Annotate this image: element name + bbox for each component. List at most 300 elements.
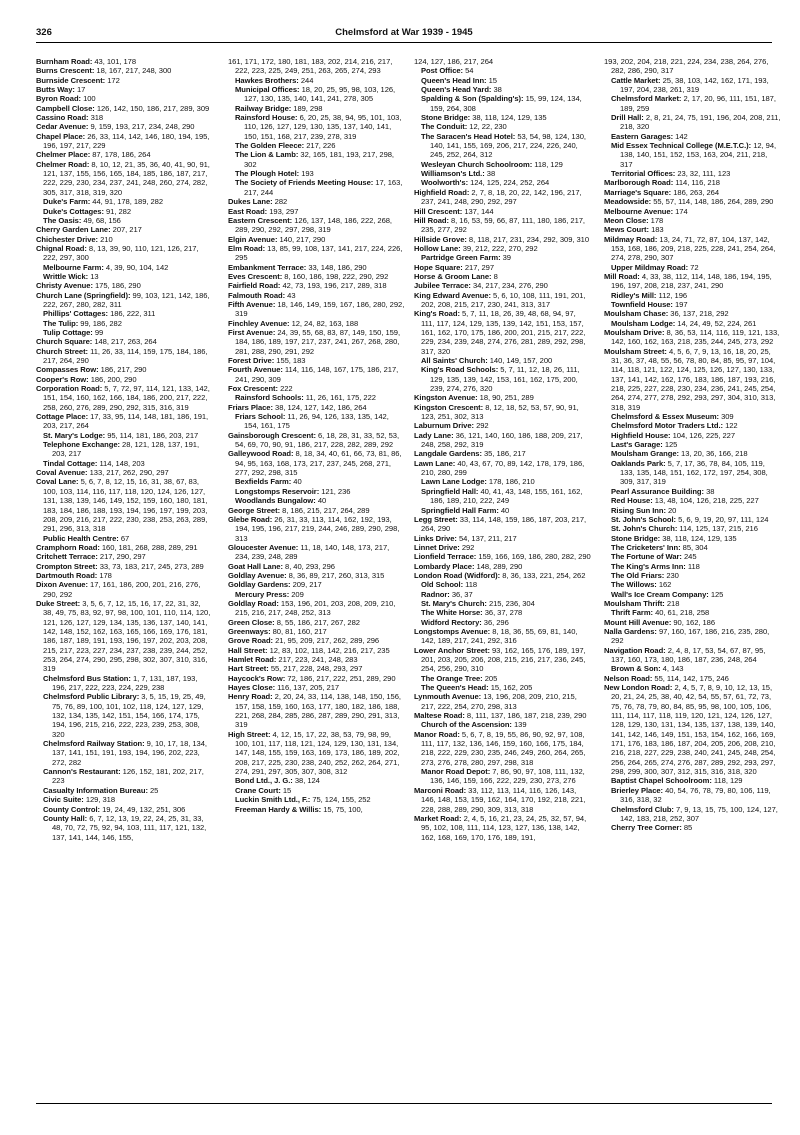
entry-name: Queen's Head Yard: <box>421 85 492 95</box>
index-subentry <box>604 76 781 95</box>
entry-name: Rainsford House: <box>235 113 298 123</box>
page-refs: 193, 297 <box>269 206 299 216</box>
index-subentry <box>228 393 405 402</box>
entry-name: Hillside Grove: <box>414 234 467 244</box>
entry-name: Dartmouth Road: <box>36 570 98 580</box>
entry-name: Fox Crescent: <box>228 384 278 394</box>
index-entry <box>414 207 591 216</box>
entry-name: Springfield Hall Farm: <box>421 505 499 515</box>
entry-name: Radnor: <box>421 589 450 599</box>
entry-name: Mid Essex Technical College (M.E.T.C.): <box>611 141 752 151</box>
entry-name: Chichester Drive: <box>36 234 99 244</box>
index-entry <box>228 244 405 263</box>
entry-name: The Golden Fleece: <box>235 141 305 151</box>
entry-name: George Street: <box>228 505 281 515</box>
index-entry <box>604 683 781 776</box>
index-column-1 <box>36 57 213 842</box>
index-entry <box>604 235 781 263</box>
entry-name: Wall's Ice Cream Company: <box>611 589 709 599</box>
entry-name: Galleywood Road: <box>228 449 294 459</box>
index-subentry <box>604 823 781 832</box>
entry-name: Upper Mildmay Road: <box>611 262 689 272</box>
page-refs: 8, 10, 12, 21, 35, 36, 40, 41, 90, 91, 121, 137, 155, 156, 165, 184, 185, 186, 187, 217, 222, 229, 230, 234, 237, 241, 248, 260, 274, 282, 305, 317, 318, 319, 320 <box>43 159 210 197</box>
entry-name: Haycock's Row: <box>228 673 286 683</box>
entry-name: Hill Crescent: <box>414 206 463 216</box>
index-entry <box>604 646 781 665</box>
index-entry <box>228 506 405 515</box>
page-refs: 217, 223, 241, 248, 283 <box>278 655 358 664</box>
index-entry <box>228 319 405 328</box>
index-entry <box>36 225 213 234</box>
page-refs: 112, 196 <box>658 290 688 300</box>
header-rule <box>36 42 772 43</box>
entry-name: Moulsham Thrift: <box>604 598 665 608</box>
page-refs: 209 <box>291 589 304 599</box>
entry-name: Cramphorn Road: <box>36 542 100 552</box>
index-entry <box>228 281 405 290</box>
index-subentry <box>414 160 591 169</box>
entry-name: Moulsham Grange: <box>611 449 679 459</box>
entry-name: Lynmouth Avenue: <box>414 692 482 702</box>
page-refs: 209, 217 <box>292 580 322 590</box>
index-entry <box>414 449 591 458</box>
entry-name: The Cricketers' Inn: <box>611 542 681 552</box>
index-subentry <box>604 132 781 141</box>
index-subentry <box>604 459 781 487</box>
entry-name: Elgin Avenue: <box>228 234 278 244</box>
index-subentry <box>36 272 213 281</box>
page-refs: 85 <box>683 823 693 833</box>
page-refs: 230 <box>666 570 679 580</box>
entry-name: Mildmay Road: <box>604 234 658 244</box>
entry-name: King's Road: <box>414 309 460 319</box>
entry-name: Greenways: <box>228 626 271 636</box>
entry-name: Maltese Road: <box>414 711 465 721</box>
index-entry <box>228 356 405 365</box>
entry-name: Telephone Exchange: <box>43 440 120 450</box>
index-entry <box>414 244 591 253</box>
index-subentry <box>414 477 591 486</box>
page-refs: 87, 178, 186, 264 <box>92 150 151 160</box>
page-refs: 126, 137, 148, 186, 222, 268, 289, 290, 292, 297, 298, 319 <box>235 215 392 235</box>
page-refs: 124, 127, 186, 217, 264 <box>414 57 494 66</box>
entry-name: Mill Road: <box>604 271 640 281</box>
index-entry <box>414 188 591 207</box>
page-refs: 5, 7, 17, 36, 78, 84, 105, 119, 133, 135, 148, 151, 162, 172, 197, 254, 308, 309, 317, 319 <box>620 458 768 487</box>
entry-name: Highfield House: <box>611 430 671 440</box>
entry-name: Pearl Assurance Building: <box>611 486 704 496</box>
entry-name: Thrift Farm: <box>611 608 654 618</box>
entry-name: Cherry Garden Lane: <box>36 225 111 235</box>
page-refs: 217, 297 <box>464 262 495 272</box>
index-entry <box>36 384 213 412</box>
index-subentry <box>604 608 781 617</box>
index-column-2 <box>228 57 405 814</box>
entry-name: London Road (Widford): <box>414 570 501 580</box>
entry-name: Campbell Close: <box>36 103 95 113</box>
entry-name: Chelmsford Market: <box>611 94 682 104</box>
entry-name: Cherry Tree Corner: <box>611 823 682 833</box>
entry-name: Market Road: <box>414 813 462 823</box>
entry-name: Territorial Offices: <box>611 169 676 179</box>
entry-name: The Tulip: <box>43 318 79 328</box>
index-subentry <box>604 590 781 599</box>
entry-name: Widford Rectory: <box>421 617 482 627</box>
index-entry <box>414 235 591 244</box>
entry-name: The King's Arms Inn: <box>611 561 686 571</box>
entry-name: Goldlay Road: <box>228 598 279 608</box>
index-subentry <box>228 590 405 599</box>
entry-name: Hall Street: <box>228 645 268 655</box>
page-refs: 38 <box>486 169 496 179</box>
index-entry <box>414 692 591 711</box>
page-refs: 17, 161, 186, 200, 201, 216, 276, 290, 292 <box>43 580 201 599</box>
index-entry <box>604 347 781 412</box>
page-refs: 8 <box>493 271 498 281</box>
page-refs: 126, 142, 150, 186, 217, 289, 309 <box>96 103 210 113</box>
page-refs: 186, 263, 264 <box>673 187 720 197</box>
page-refs: 23, 32, 111, 123 <box>677 169 731 179</box>
index-entry <box>604 216 781 225</box>
entry-name: Cedar Avenue: <box>36 122 89 132</box>
index-subentry <box>36 309 213 318</box>
index-subentry <box>604 431 781 440</box>
entry-name: The Society of Friends Meeting House: <box>235 178 374 188</box>
page-refs: 38, 124, 127, 142, 186, 264 <box>275 402 367 412</box>
page-refs: 54 <box>465 66 474 76</box>
page-refs: 32, 165, 181, 193, 217, 298, 302 <box>244 150 394 169</box>
page-refs: 189, 298 <box>293 103 323 113</box>
page-refs: 114, 116, 148, 167, 175, 186, 217, 241, 290, 309 <box>235 365 399 384</box>
index-subentry <box>604 319 781 328</box>
entry-name: Brierley Place: <box>611 785 664 795</box>
page-refs: 55, 114, 142, 175, 246 <box>654 673 729 683</box>
entry-name: Melbourne Farm: <box>43 262 104 272</box>
entry-name: Tindal Cottage: <box>43 458 98 468</box>
entry-name: Compasses Row: <box>36 365 99 375</box>
entry-name: Burns Crescent: <box>36 66 95 76</box>
page-refs: 33, 73, 183, 217, 245, 273, 289 <box>99 561 204 571</box>
index-entry <box>228 636 405 645</box>
index-entry <box>414 711 591 720</box>
page-refs: 18, 20, 25, 95, 98, 103, 126, 127, 130, 135, 140, 141, 241, 278, 305 <box>244 85 396 104</box>
page-refs: 8, 12, 18, 52, 53, 57, 90, 91, 123, 251, 302, 313 <box>421 402 579 422</box>
page-refs: 55, 217, 228, 248, 293, 297 <box>270 664 363 674</box>
index-subentry <box>604 524 781 533</box>
page-refs: 161, 171, 172, 180, 181, 183, 202, 214, 216, 217, 222, 223, 225, 249, 251, 263, 265, 274, 293 <box>228 57 393 76</box>
entry-name: Eastern Crescent: <box>228 215 293 225</box>
entry-name: Langdale Gardens: <box>414 449 482 459</box>
page-refs: 207, 217 <box>112 225 142 235</box>
entry-name: Longstomps Avenue: <box>414 626 491 636</box>
page-refs: 2, 4, 5, 16, 21, 23, 24, 25, 32, 57, 94, 95, 102, 108, 111, 114, 123, 127, 136, 138, 142, 162, 168, 169, 170, 176, 189, 191, <box>421 813 587 842</box>
entry-name: Hope Square: <box>414 262 463 272</box>
index-subentry <box>36 674 213 693</box>
page-refs: 215, 236, 304 <box>488 598 535 608</box>
index-subentry <box>604 291 781 300</box>
page-refs: 25, 38, 103, 142, 162, 171, 193, 197, 204, 238, 261, 319 <box>620 75 769 95</box>
entry-name: Nalla Gardens: <box>604 626 657 636</box>
entry-name: Last's Garage: <box>611 440 663 450</box>
page-refs: 13, 85, 99, 108, 137, 141, 217, 224, 226, 295 <box>235 243 403 263</box>
entry-name: Fairfield Road: <box>228 281 281 291</box>
page-refs: 6, 18, 28, 31, 33, 52, 53, 54, 69, 70, 90, 91, 186, 217, 228, 282, 289, 292 <box>235 430 400 450</box>
entry-name: Goldlay Avenue: <box>228 570 287 580</box>
entry-name: Hamlet Road: <box>228 655 277 664</box>
page-refs: 55, 57, 114, 148, 186, 264, 289, 290 <box>653 197 774 207</box>
index-subentry <box>604 552 781 561</box>
entry-name: Civic Suite: <box>43 795 84 805</box>
entry-name: Friars Place: <box>228 402 273 412</box>
page-refs: 40, 41, 43, 148, 155, 161, 162, 186, 189, 210, 222, 249 <box>430 486 583 506</box>
index-entry <box>228 216 405 235</box>
index-subentry <box>228 795 405 804</box>
page-refs: 13, 20, 36, 166, 218 <box>681 449 748 459</box>
page-refs: 2, 17, 20, 96, 111, 151, 187, 189, 259 <box>620 94 776 113</box>
index-subentry <box>604 487 781 496</box>
entry-name: Henry Road: <box>228 692 273 702</box>
page-refs: 140, 217, 290 <box>279 234 326 244</box>
index-entry <box>414 627 591 646</box>
index-entry <box>36 235 213 244</box>
index-entry <box>228 730 405 777</box>
page-refs: 205 <box>484 673 498 683</box>
page-refs: 67 <box>120 533 130 543</box>
entry-name: The Old Friars: <box>611 570 665 580</box>
index-entry <box>414 281 591 290</box>
entry-name: Cannon's Restaurant: <box>43 767 121 777</box>
index-entry <box>36 337 213 346</box>
index-subentry <box>414 580 591 589</box>
entry-name: Church Square: <box>36 337 93 347</box>
index-subentry <box>604 571 781 580</box>
page-refs: 318 <box>90 113 104 123</box>
entry-name: Williamson's Ltd.: <box>421 169 485 179</box>
page-refs: 99, 103, 121, 142, 186, 222, 267, 280, 282, 311 <box>43 290 210 309</box>
index-subentry <box>36 319 213 328</box>
page-refs: 217, 290, 297 <box>99 552 146 562</box>
page-refs: 174 <box>675 206 688 216</box>
index-entry <box>228 235 405 244</box>
entry-name: Nelson Road: <box>604 673 653 683</box>
entry-name: Lombardy Place: <box>414 561 475 571</box>
entry-name: Duke Street: <box>36 598 81 608</box>
entry-name: The Conduit: <box>421 122 468 132</box>
index-subentry <box>228 487 405 496</box>
page-refs: 39 <box>502 253 511 263</box>
page-refs: 38 <box>706 486 715 496</box>
page-refs: 36, 296 <box>483 617 509 627</box>
index-entry <box>228 543 405 562</box>
page-refs: 72 <box>690 262 699 272</box>
index-subentry <box>36 786 213 795</box>
entry-name: Casualty Information Bureau: <box>43 785 148 795</box>
index-subentry <box>36 805 213 814</box>
index-entry <box>604 328 781 347</box>
page-refs: 193, 202, 204, 218, 221, 224, 234, 238, 264, 276, 282, 286, 290, 317 <box>604 57 769 76</box>
index-subentry <box>414 122 591 131</box>
entry-name: Chelmsford Motor Traders Ltd.: <box>611 421 723 431</box>
entry-name: Lionfield Terrace: <box>414 552 477 562</box>
index-subentry <box>228 104 405 113</box>
entry-name: Railway Bridge: <box>235 103 292 113</box>
entry-name: Falmouth Road: <box>228 290 286 300</box>
entry-name: Church of the Ascension: <box>421 720 512 730</box>
entry-name: St. Mary's Church: <box>421 598 487 608</box>
entry-name: New London Road: <box>604 683 673 693</box>
index-subentry <box>604 300 781 309</box>
entry-name: Brown & Son: <box>611 664 661 674</box>
entry-name: Moulsham Street: <box>604 346 667 356</box>
index-entry <box>228 627 405 636</box>
index-subentry <box>604 534 781 543</box>
page-refs: 2, 8, 21, 24, 75, 191, 196, 204, 208, 211, 218, 320 <box>620 113 781 132</box>
entry-name: Mount Hill Avenue: <box>604 617 672 627</box>
entry-name: High Street: <box>228 729 271 739</box>
entry-name: Chignal Road: <box>36 243 87 253</box>
entry-name: The Queen's Head: <box>421 683 489 693</box>
entry-name: Rising Sun Inn: <box>611 505 666 515</box>
index-entry <box>36 94 213 103</box>
index-entry <box>414 393 591 402</box>
page-refs: 2, 20, 24, 33, 114, 138, 148, 150, 156, 157, 158, 159, 160, 163, 177, 180, 182, 186, 188, 221, 268, 284, 285, 286, 287, 289, 290, 291, 313, 319 <box>235 692 401 730</box>
page-refs: 118, 129 <box>534 159 563 169</box>
page-refs: 3, 5, 6, 7, 12, 15, 16, 17, 22, 31, 32, 38, 49, 75, 83, 92, 97, 98, 100, 101, 110, 114, 120, 121, 126, 127, 129, 134, 135, 136, 137, 140, 141, 142, 148, 152, 162, 163, 165, 166, 169, 176, 181, 186, 187, 189, 191, 193, 196, 197, 202, 203, 208, 215, 217, 223, 227, 234, 237, 238, 239, 244, 252, 253, 264, 274, 290, 295, 298, 302, 307, 310, 316, 319 <box>43 598 211 674</box>
page-refs: 104, 126, 225, 227 <box>672 430 736 440</box>
index-entry-continuation <box>414 57 591 66</box>
entry-name: Dixon Avenue: <box>36 580 88 590</box>
page-refs: 8, 36, 89, 217, 260, 313, 315 <box>288 570 385 580</box>
index-entry <box>36 580 213 599</box>
entry-name: Eastern Garages: <box>611 131 674 141</box>
index-entry <box>36 291 213 310</box>
entry-name: St. John's Church: <box>611 524 678 534</box>
page-refs: 40, 54, 76, 78, 79, 80, 106, 119, 316, 318, 32 <box>620 785 771 805</box>
index-entry <box>414 309 591 356</box>
page-refs: 8, 36, 53, 114, 116, 119, 121, 133, 142, 160, 162, 163, 218, 235, 244, 245, 273, 292 <box>611 327 780 347</box>
index-entry <box>228 655 405 664</box>
page-refs: 244 <box>300 75 314 85</box>
page-refs: 4, 12, 15, 17, 22, 38, 53, 79, 98, 99, 100, 101, 117, 118, 121, 124, 129, 130, 131, 134, 147, 148, 155, 159, 163, 169, 173, 186, 189, 202, 208, 217, 225, 230, 238, 240, 252, 262, 264, 271, 274, 291, 297, 305, 307, 308, 312 <box>235 729 400 777</box>
entry-name: St. John's School: <box>611 514 677 524</box>
index-subentry <box>604 776 781 785</box>
entry-name: Kingston Avenue: <box>414 393 478 403</box>
index-entry <box>36 132 213 151</box>
index-entry <box>36 375 213 384</box>
page-refs: 126, 152, 181, 202, 217, 223 <box>52 767 204 786</box>
entry-name: Church Street: <box>36 346 89 356</box>
entry-name: Rainsford Schools: <box>235 393 304 403</box>
page-refs: 6, 20, 25, 38, 94, 95, 101, 103, 110, 126, 127, 129, 130, 135, 137, 140, 141, 150, 151, 168, 217, 239, 278, 319 <box>244 113 402 141</box>
index-subentry <box>36 440 213 459</box>
index-subentry <box>414 506 591 515</box>
index-entry <box>604 674 781 683</box>
index-subentry <box>604 113 781 132</box>
index-entry <box>604 599 781 608</box>
page-refs: 178 <box>650 215 664 225</box>
entry-name: The Saracen's Head Hotel: <box>421 131 516 141</box>
index-entry <box>228 263 405 272</box>
page-refs: 25 <box>150 785 159 795</box>
page-refs: 24, 39, 55, 68, 83, 87, 149, 150, 159, 184, 186, 189, 197, 217, 237, 241, 267, 268, 280, 281, 288, 290, 291, 292 <box>235 327 401 356</box>
page-refs: 44, 91, 178, 189, 282 <box>92 197 164 207</box>
index-subentry <box>228 150 405 169</box>
page-number: 326 <box>36 27 52 38</box>
entry-name: Phillips' Cottages: <box>43 309 108 319</box>
index-entry <box>414 543 591 552</box>
index-entry <box>414 562 591 571</box>
entry-name: Mews Court: <box>604 225 650 235</box>
page-refs: 186, 200, 290 <box>90 374 137 384</box>
index-entry <box>604 188 781 197</box>
index-entry <box>36 76 213 85</box>
page-refs: 309 <box>721 412 734 422</box>
index-entry <box>414 814 591 842</box>
page-refs: 148, 217, 263, 264 <box>94 337 157 347</box>
index-entry <box>36 66 213 75</box>
index-entry <box>228 291 405 300</box>
page-refs: 36, 37 <box>451 589 473 599</box>
page-refs: 53, 54, 98, 124, 130, 140, 141, 155, 169, 206, 217, 224, 226, 240, 245, 252, 264, 312 <box>430 131 586 160</box>
entry-name: Crompton Street: <box>36 561 98 571</box>
page-refs: 75, 124, 155, 252 <box>312 795 371 805</box>
entry-name: The Plough Hotel: <box>235 169 300 179</box>
page-refs: 72, 186, 217, 222, 251, 289, 290 <box>287 673 396 683</box>
entry-name: Springfield Hall: <box>421 486 479 496</box>
page-refs: 12, 83, 102, 118, 142, 216, 217, 235 <box>269 645 390 655</box>
entry-name: Gloucester Avenue: <box>228 542 299 552</box>
page-refs: 8, 186, 215, 217, 264, 289 <box>282 505 370 515</box>
entry-name: Navigation Road: <box>604 645 666 655</box>
index-subentry <box>414 169 591 178</box>
index-subentry <box>228 776 405 785</box>
entry-name: Burnside Crescent: <box>36 75 106 85</box>
page-refs: 43 <box>287 290 296 300</box>
index-entry <box>36 160 213 197</box>
index-subentry <box>36 431 213 440</box>
index-subentry <box>228 113 405 141</box>
entry-name: Chelmsford & Essex Museum: <box>611 412 719 422</box>
entry-name: The Orange Tree: <box>421 673 483 683</box>
page-refs: 15, 75, 100, <box>323 804 363 814</box>
page-refs: 5, 6, 9, 19, 20, 97, 111, 124 <box>678 514 769 524</box>
entry-name: Coval Lane: <box>36 477 79 487</box>
entry-name: Bexfields Farm: <box>235 477 292 487</box>
page-refs: 28, 121, 128, 137, 191, 203, 217 <box>52 440 200 459</box>
entry-name: Stone Bridge: <box>611 533 661 543</box>
entry-name: Hollow Lane: <box>414 243 461 253</box>
page-refs: 38, 124 <box>294 776 320 786</box>
page-refs: 116, 137, 205, 217 <box>277 683 340 693</box>
entry-name: Laburnum Drive: <box>414 421 475 431</box>
page-refs: 33, 114, 148, 159, 186, 187, 203, 217, 264, 290 <box>421 514 587 534</box>
page-refs: 292 <box>461 542 475 552</box>
page-refs: 153, 196, 201, 203, 208, 209, 210, 215, 216, 217, 248, 252, 313 <box>235 598 396 618</box>
entry-name: Woodlands Bungalow: <box>235 496 316 506</box>
page-refs: 8, 111, 137, 186, 187, 218, 239, 290 <box>466 711 587 721</box>
index-entry <box>414 291 591 310</box>
index-entry <box>36 552 213 561</box>
page-refs: 178 <box>99 570 112 580</box>
entry-name: Duke's Farm: <box>43 197 91 207</box>
page-refs: 36, 37, 278 <box>484 608 523 618</box>
entry-name: Hill Road: <box>414 215 449 225</box>
index-subentry <box>414 85 591 94</box>
index-entry <box>36 122 213 131</box>
page-refs: 125 <box>710 589 724 599</box>
index-subentry <box>36 197 213 206</box>
index-subentry <box>414 618 591 627</box>
